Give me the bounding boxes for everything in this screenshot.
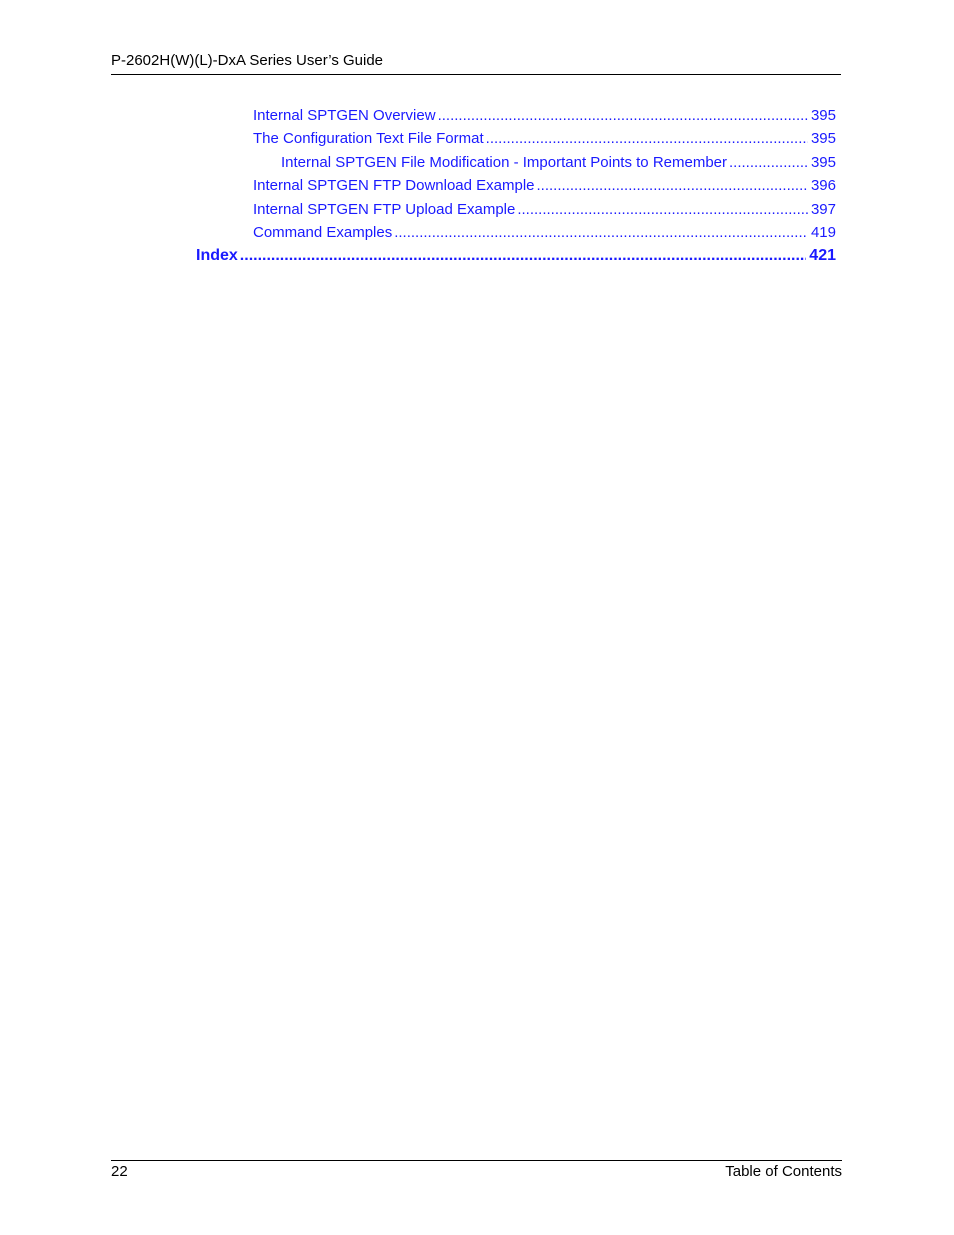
toc-entry-page: 397 [810, 201, 836, 218]
toc-entry-page: 395 [810, 130, 836, 147]
toc-entry-index[interactable] [196, 247, 836, 269]
toc-entry-page: 421 [809, 247, 836, 264]
toc-entry-page: 396 [810, 177, 836, 194]
page-header [111, 51, 841, 75]
toc-entry-page: 419 [810, 224, 836, 241]
footer-section-name: Table of Contents [725, 1163, 842, 1180]
dot-leader [394, 224, 808, 241]
dot-leader [486, 130, 808, 147]
toc-entry-command-examples[interactable] [253, 224, 836, 244]
dot-leader [729, 154, 808, 171]
dot-leader [240, 247, 807, 265]
toc-entry-file-modification-points[interactable] [281, 154, 836, 174]
toc-entry-label: Internal SPTGEN FTP Download Example [253, 177, 535, 194]
toc-entry-page: 395 [810, 154, 836, 171]
toc-entry-label: Index [196, 247, 238, 264]
toc-entry-label: Internal SPTGEN FTP Upload Example [253, 201, 516, 218]
toc-entry-label: Command Examples [253, 224, 393, 241]
toc-entry-label: Internal SPTGEN File Modification - Important Points to Remember [281, 154, 728, 171]
dot-leader [537, 177, 808, 194]
dot-leader [517, 201, 808, 218]
toc-entry-page: 395 [810, 107, 836, 124]
document-title: P-2602H(W)(L)-DxA Series User’s Guide [111, 52, 384, 69]
toc-entry-ftp-download-example[interactable] [253, 177, 836, 197]
toc-entry-label: The Configuration Text File Format [253, 130, 484, 147]
toc-entry-ftp-upload-example[interactable] [253, 201, 836, 221]
page-footer [111, 1160, 842, 1185]
dot-leader [438, 107, 808, 124]
toc-entry-label: Internal SPTGEN Overview [253, 107, 436, 124]
toc-entry-internal-sptgen-overview[interactable] [253, 107, 836, 127]
page-number: 22 [111, 1163, 128, 1180]
toc-entry-configuration-text-file-format[interactable] [253, 130, 836, 150]
